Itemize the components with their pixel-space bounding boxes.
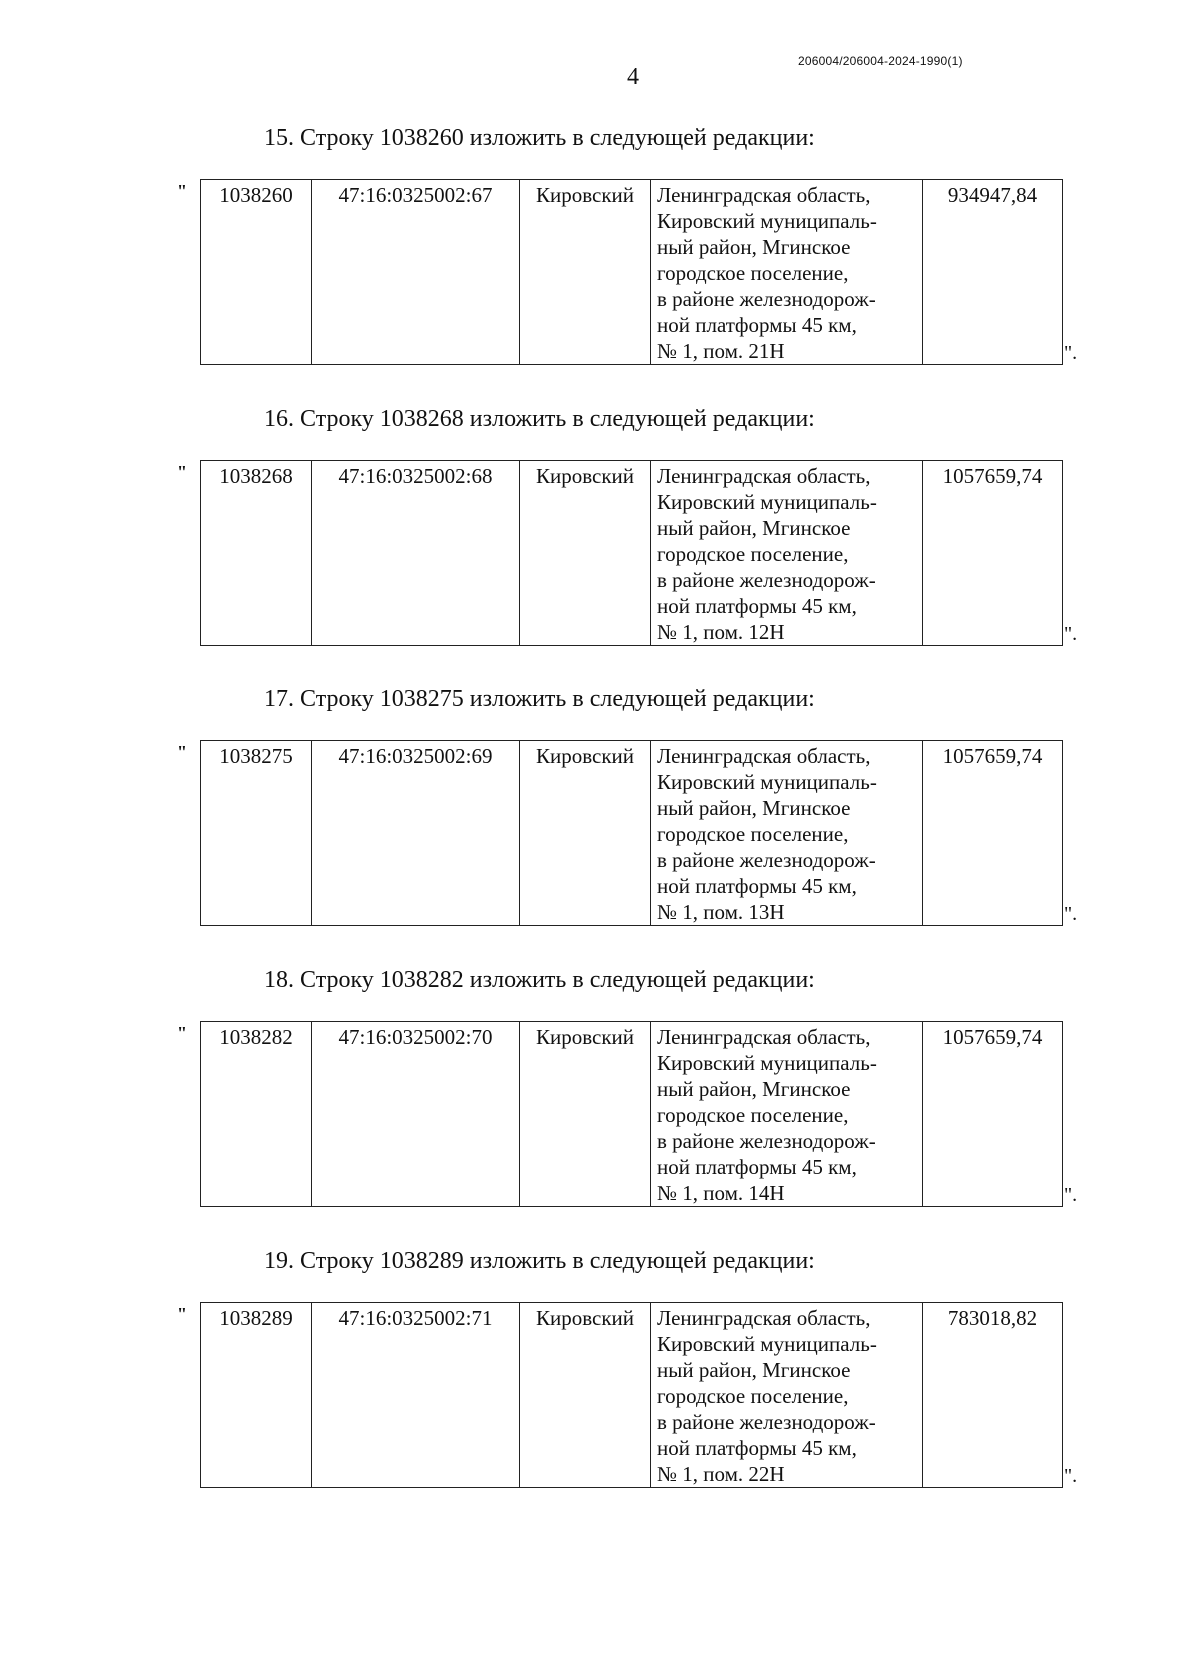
cadastral-number-cell: 47:16:0325002:68	[312, 461, 520, 646]
register-row-table	[200, 1302, 1063, 1488]
table-row	[201, 1303, 1063, 1488]
document-registration-number: 206004/206004-2024-1990(1)	[798, 54, 963, 68]
section-heading: 16. Строку 1038268 изложить в следующей редакции:	[264, 406, 815, 432]
closing-quote: ".	[1064, 342, 1078, 364]
page-number: 4	[627, 64, 639, 90]
opening-quote: "	[177, 462, 187, 482]
address-line: № 1, пом. 12Н	[657, 620, 785, 644]
register-row-table	[200, 1021, 1063, 1207]
address-line: Ленинградская область,	[657, 1025, 871, 1049]
address-line: Кировский муниципаль-	[657, 1332, 877, 1356]
address-cell	[651, 1022, 923, 1207]
row-number-cell: 1038282	[201, 1022, 312, 1207]
address-cell	[651, 461, 923, 646]
address-line: городское поселение,	[657, 542, 849, 566]
table-row	[201, 461, 1063, 646]
address-line: ной платформы 45 км,	[657, 1436, 857, 1460]
cadastral-value-cell: 1057659,74	[923, 1022, 1063, 1207]
address-line: городское поселение,	[657, 1384, 849, 1408]
cadastral-number-cell: 47:16:0325002:67	[312, 180, 520, 365]
section-heading: 18. Строку 1038282 изложить в следующей редакции:	[264, 967, 815, 993]
cadastral-value-cell: 783018,82	[923, 1303, 1063, 1488]
closing-quote: ".	[1064, 903, 1078, 925]
address-line: ной платформы 45 км,	[657, 874, 857, 898]
address-line: ной платформы 45 км,	[657, 313, 857, 337]
district-cell: Кировский	[520, 180, 651, 365]
cadastral-value-cell: 1057659,74	[923, 741, 1063, 926]
address-line: в районе железнодорож-	[657, 568, 876, 592]
section-heading: 17. Строку 1038275 изложить в следующей редакции:	[264, 686, 815, 712]
address-line: № 1, пом. 22Н	[657, 1462, 785, 1486]
address-line: Ленинградская область,	[657, 744, 871, 768]
address-line: Кировский муниципаль-	[657, 770, 877, 794]
address-line: в районе железнодорож-	[657, 848, 876, 872]
address-line: ный район, Мгинское	[657, 1358, 851, 1382]
row-number-cell: 1038289	[201, 1303, 312, 1488]
register-row-table	[200, 460, 1063, 646]
cadastral-number-cell: 47:16:0325002:69	[312, 741, 520, 926]
row-number-cell: 1038268	[201, 461, 312, 646]
address-line: городское поселение,	[657, 261, 849, 285]
address-line: ный район, Мгинское	[657, 796, 851, 820]
cadastral-value-cell: 1057659,74	[923, 461, 1063, 646]
address-line: № 1, пом. 13Н	[657, 900, 785, 924]
address-line: Кировский муниципаль-	[657, 490, 877, 514]
address-cell	[651, 1303, 923, 1488]
closing-quote: ".	[1064, 623, 1078, 645]
district-cell: Кировский	[520, 1022, 651, 1207]
address-line: в районе железнодорож-	[657, 1129, 876, 1153]
cadastral-number-cell: 47:16:0325002:71	[312, 1303, 520, 1488]
address-line: Кировский муниципаль-	[657, 1051, 877, 1075]
row-number-cell: 1038260	[201, 180, 312, 365]
closing-quote: ".	[1064, 1465, 1078, 1487]
register-row-table	[200, 740, 1063, 926]
address-line: Ленинградская область,	[657, 464, 871, 488]
opening-quote: "	[177, 1304, 187, 1324]
opening-quote: "	[177, 742, 187, 762]
register-row-table	[200, 179, 1063, 365]
table-row	[201, 741, 1063, 926]
address-line: городское поселение,	[657, 822, 849, 846]
address-line: в районе железнодорож-	[657, 1410, 876, 1434]
address-line: ный район, Мгинское	[657, 516, 851, 540]
address-line: Ленинградская область,	[657, 1306, 871, 1330]
district-cell: Кировский	[520, 741, 651, 926]
address-cell	[651, 741, 923, 926]
address-line: ной платформы 45 км,	[657, 594, 857, 618]
address-line: ный район, Мгинское	[657, 235, 851, 259]
opening-quote: "	[177, 1023, 187, 1043]
address-line: № 1, пом. 21Н	[657, 339, 785, 363]
row-number-cell: 1038275	[201, 741, 312, 926]
address-line: в районе железнодорож-	[657, 287, 876, 311]
address-line: Кировский муниципаль-	[657, 209, 877, 233]
section-heading: 15. Строку 1038260 изложить в следующей редакции:	[264, 125, 815, 151]
section-heading: 19. Строку 1038289 изложить в следующей редакции:	[264, 1248, 815, 1274]
address-line: городское поселение,	[657, 1103, 849, 1127]
address-line: ный район, Мгинское	[657, 1077, 851, 1101]
table-row	[201, 180, 1063, 365]
address-line: ной платформы 45 км,	[657, 1155, 857, 1179]
address-line: № 1, пом. 14Н	[657, 1181, 785, 1205]
closing-quote: ".	[1064, 1184, 1078, 1206]
table-row	[201, 1022, 1063, 1207]
address-cell	[651, 180, 923, 365]
cadastral-value-cell: 934947,84	[923, 180, 1063, 365]
opening-quote: "	[177, 181, 187, 201]
address-line: Ленинградская область,	[657, 183, 871, 207]
district-cell: Кировский	[520, 1303, 651, 1488]
district-cell: Кировский	[520, 461, 651, 646]
cadastral-number-cell: 47:16:0325002:70	[312, 1022, 520, 1207]
